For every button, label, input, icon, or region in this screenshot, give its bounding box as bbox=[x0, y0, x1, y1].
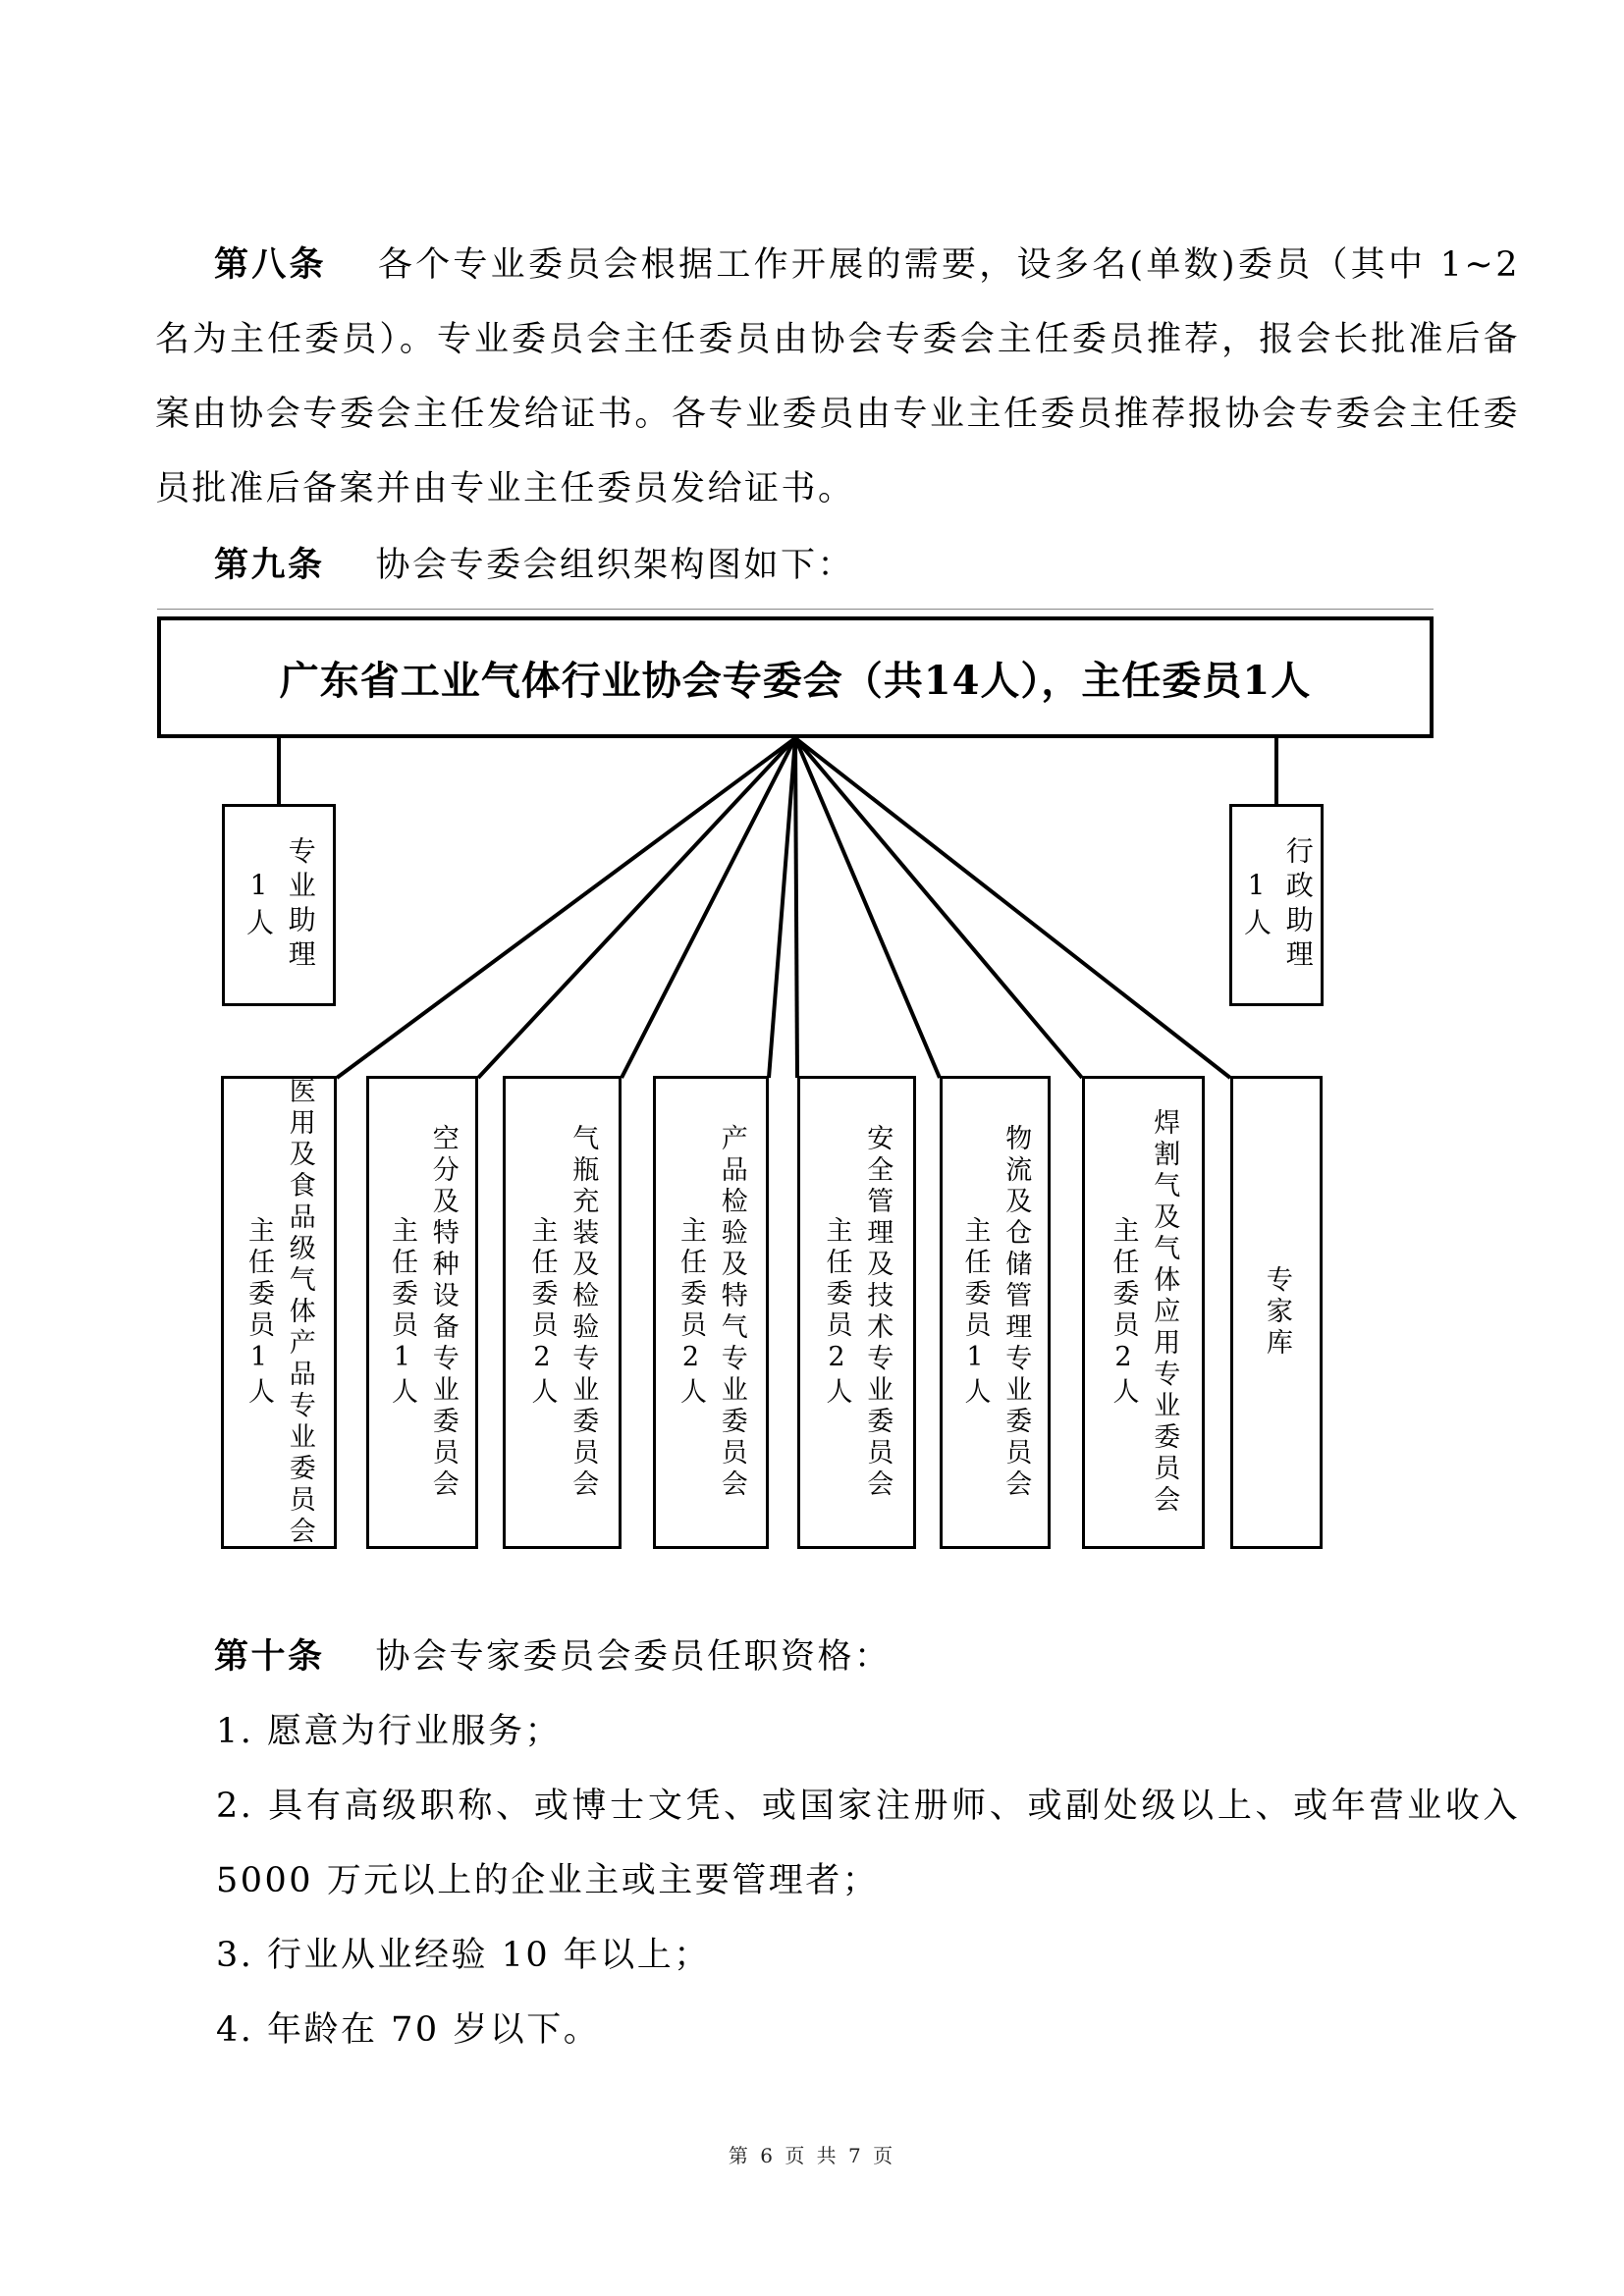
committee-box bbox=[503, 1076, 622, 1549]
assistant-box-professional bbox=[222, 804, 336, 1006]
page-number-footer: 第 6 页 共 7 页 bbox=[728, 2144, 896, 2167]
committee-name: 焊割气及气体应用专业委员会 bbox=[1149, 1108, 1180, 1517]
assistant-name: 专业助理 bbox=[284, 836, 317, 974]
committee-name: 医用及食品级气体产品专业委员会 bbox=[284, 1077, 315, 1548]
article-8-text: 各个专业委员会根据工作开展的需要，设多名(单数)委员（其中 1~2 名为主任委员）。专业委员会主任委员由协会专委会主任委员推荐，报会长批准后备案由协会专委会主任发给证书。各专业委员由专业主任委员推荐报协会专委会主任委员批准后备案并由专业主任委员发给证书。 bbox=[155, 245, 1520, 508]
assistant-count: 1人 bbox=[243, 868, 275, 942]
article-9-label: 第九条 bbox=[214, 545, 325, 585]
article-8-label: 第八条 bbox=[214, 244, 327, 285]
article-9 bbox=[155, 528, 1520, 603]
article-9-text: 协会专委会组织架构图如下： bbox=[375, 546, 855, 585]
committee-name: 物流及仓储管理专业委员会 bbox=[1001, 1124, 1032, 1501]
committee-box bbox=[1082, 1076, 1205, 1549]
committee-box bbox=[221, 1076, 337, 1549]
article-10-text: 协会专家委员会委员任职资格： bbox=[375, 1637, 892, 1677]
committee-chief: 主任委员2人 bbox=[676, 1216, 706, 1409]
committee-chief: 主任委员1人 bbox=[959, 1216, 991, 1409]
org-root-box bbox=[157, 616, 1434, 738]
committee-box bbox=[653, 1076, 769, 1549]
qualification-item: 1. 愿意为行业服务； bbox=[216, 1712, 563, 1751]
org-root-title: 广东省工业气体行业协会专委会（共14人），主任委员1人 bbox=[279, 657, 1312, 704]
committee-name: 产品检验及特气专业委员会 bbox=[716, 1124, 747, 1501]
committee-chief: 主任委员2人 bbox=[1108, 1216, 1139, 1409]
qualification-item: 3. 行业从业经验 10 年以上； bbox=[216, 1936, 711, 1975]
assistant-name: 行政助理 bbox=[1281, 836, 1315, 974]
assistant-box-administrative bbox=[1229, 804, 1324, 1006]
article-8-paragraph bbox=[155, 228, 1520, 526]
article-9-paragraph bbox=[155, 528, 1520, 603]
committee-box bbox=[940, 1076, 1051, 1549]
committee-name: 气瓶充装及检验专业委员会 bbox=[568, 1124, 599, 1501]
committee-name: 专家库 bbox=[1261, 1265, 1292, 1360]
committee-chief: 主任委员1人 bbox=[387, 1216, 417, 1409]
committee-chief: 主任委员2人 bbox=[526, 1216, 558, 1409]
committee-chief: 主任委员1人 bbox=[244, 1216, 274, 1409]
committee-chief: 主任委员2人 bbox=[821, 1216, 852, 1409]
org-chart bbox=[0, 599, 1624, 1580]
committee-name: 安全管理及技术专业委员会 bbox=[862, 1124, 893, 1501]
qualification-item: 2. 具有高级职称、或博士文凭、或国家注册师、或副处级以上、或年营业收入 5000 万元以上的企业主或主要管理者； bbox=[216, 1787, 1520, 1900]
assistant-count: 1人 bbox=[1240, 868, 1272, 942]
article-10-paragraph bbox=[155, 1620, 1520, 1694]
article-8 bbox=[155, 228, 1520, 526]
committee-box bbox=[366, 1076, 478, 1549]
article-10 bbox=[155, 1620, 1520, 1694]
article-10-label: 第十条 bbox=[214, 1636, 325, 1677]
committee-name: 空分及特种设备专业委员会 bbox=[427, 1124, 459, 1501]
qualification-item: 4. 年龄在 70 岁以下。 bbox=[216, 2010, 601, 2050]
qualification-list bbox=[216, 1694, 1520, 2067]
committee-box-expert-pool bbox=[1230, 1076, 1323, 1549]
committee-box bbox=[797, 1076, 916, 1549]
